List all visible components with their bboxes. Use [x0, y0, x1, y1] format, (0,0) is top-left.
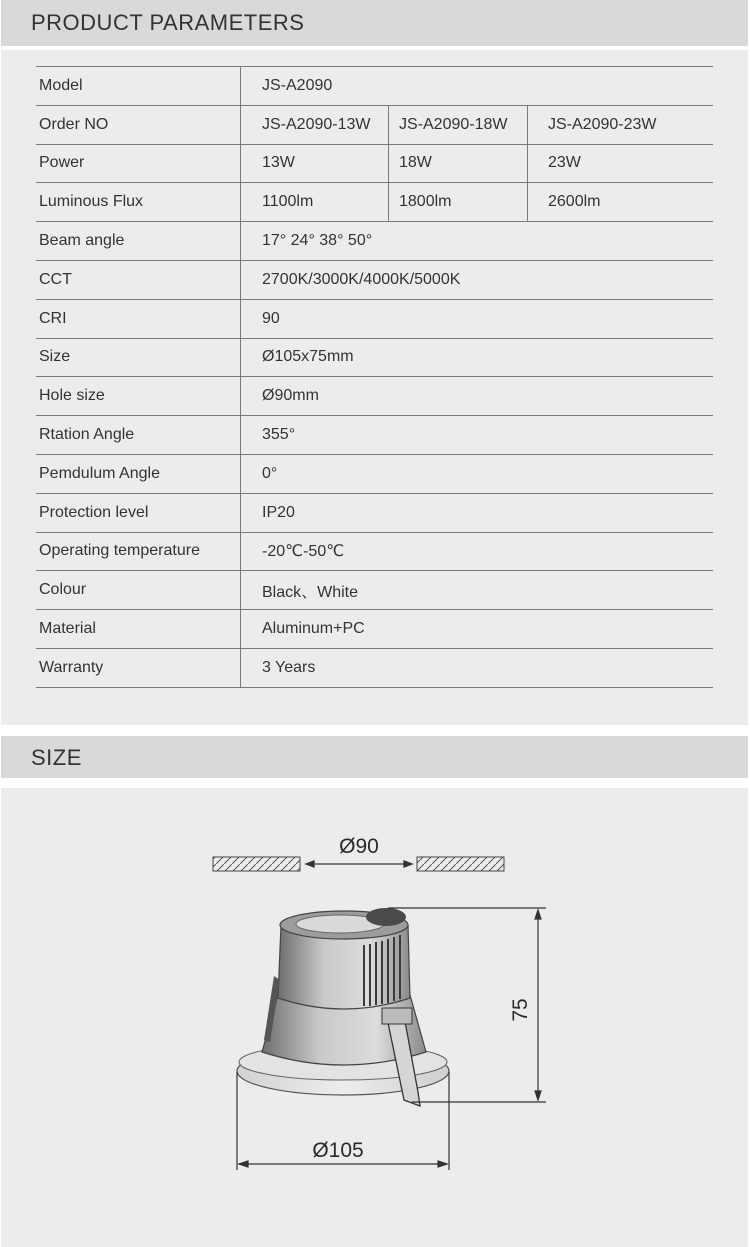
- row-value: 1800lm: [389, 183, 528, 222]
- table-row: [36, 532, 713, 571]
- row-value: 355°: [241, 416, 714, 455]
- row-value: 0°: [241, 454, 714, 493]
- row-value: 90: [241, 299, 714, 338]
- table-row: [36, 144, 713, 183]
- table-row: [36, 571, 713, 610]
- row-value: Ø105x75mm: [241, 338, 714, 377]
- row-value: JS-A2090-23W: [528, 105, 714, 144]
- row-value: 3 Years: [241, 648, 714, 687]
- diameter-dimension-label: Ø105: [312, 1139, 364, 1162]
- height-dimension-label: 75: [509, 998, 532, 1022]
- table-row: [36, 67, 713, 106]
- row-value: -20℃-50℃: [241, 532, 714, 571]
- row-value: 23W: [528, 144, 714, 183]
- hole-dimension-label: Ø90: [339, 835, 379, 858]
- row-label: Size: [36, 338, 241, 377]
- row-value: 13W: [241, 144, 389, 183]
- table-row: [36, 260, 713, 299]
- row-label: CRI: [36, 299, 241, 338]
- row-value: JS-A2090: [241, 67, 714, 106]
- size-panel: [1, 788, 748, 1247]
- parameters-table: [36, 66, 713, 688]
- table-row: [36, 183, 713, 222]
- table-row: [36, 105, 713, 144]
- row-label: Protection level: [36, 493, 241, 532]
- table-row: [36, 493, 713, 532]
- row-value: 2600lm: [528, 183, 714, 222]
- table-row: [36, 454, 713, 493]
- row-value: 1100lm: [241, 183, 389, 222]
- row-label: Order NO: [36, 105, 241, 144]
- row-value: JS-A2090-13W: [241, 105, 389, 144]
- size-header: [1, 736, 748, 778]
- row-value: Ø90mm: [241, 377, 714, 416]
- table-row: [36, 610, 713, 649]
- parameters-table-wrap: [36, 66, 713, 688]
- row-label: Rtation Angle: [36, 416, 241, 455]
- table-row: [36, 338, 713, 377]
- row-label: Luminous Flux: [36, 183, 241, 222]
- row-label: Pemdulum Angle: [36, 454, 241, 493]
- row-value: JS-A2090-18W: [389, 105, 528, 144]
- row-label: Power: [36, 144, 241, 183]
- section-title: PRODUCT PARAMETERS: [31, 10, 305, 35]
- row-label: Operating temperature: [36, 532, 241, 571]
- table-row: [36, 222, 713, 261]
- product-parameters-header: [1, 0, 748, 46]
- row-label: Material: [36, 610, 241, 649]
- row-label: Hole size: [36, 377, 241, 416]
- table-row: [36, 377, 713, 416]
- table-row: [36, 299, 713, 338]
- section-title: SIZE: [31, 745, 82, 770]
- row-value: 18W: [389, 144, 528, 183]
- row-label: Warranty: [36, 648, 241, 687]
- row-value: IP20: [241, 493, 714, 532]
- row-value: Black、White: [241, 571, 714, 610]
- row-label: CCT: [36, 260, 241, 299]
- row-label: Colour: [36, 571, 241, 610]
- row-label: Beam angle: [36, 222, 241, 261]
- row-value: 17° 24° 38° 50°: [241, 222, 714, 261]
- row-value: Aluminum+PC: [241, 610, 714, 649]
- table-row: [36, 648, 713, 687]
- table-row: [36, 416, 713, 455]
- row-label: Model: [36, 67, 241, 106]
- row-value: 2700K/3000K/4000K/5000K: [241, 260, 714, 299]
